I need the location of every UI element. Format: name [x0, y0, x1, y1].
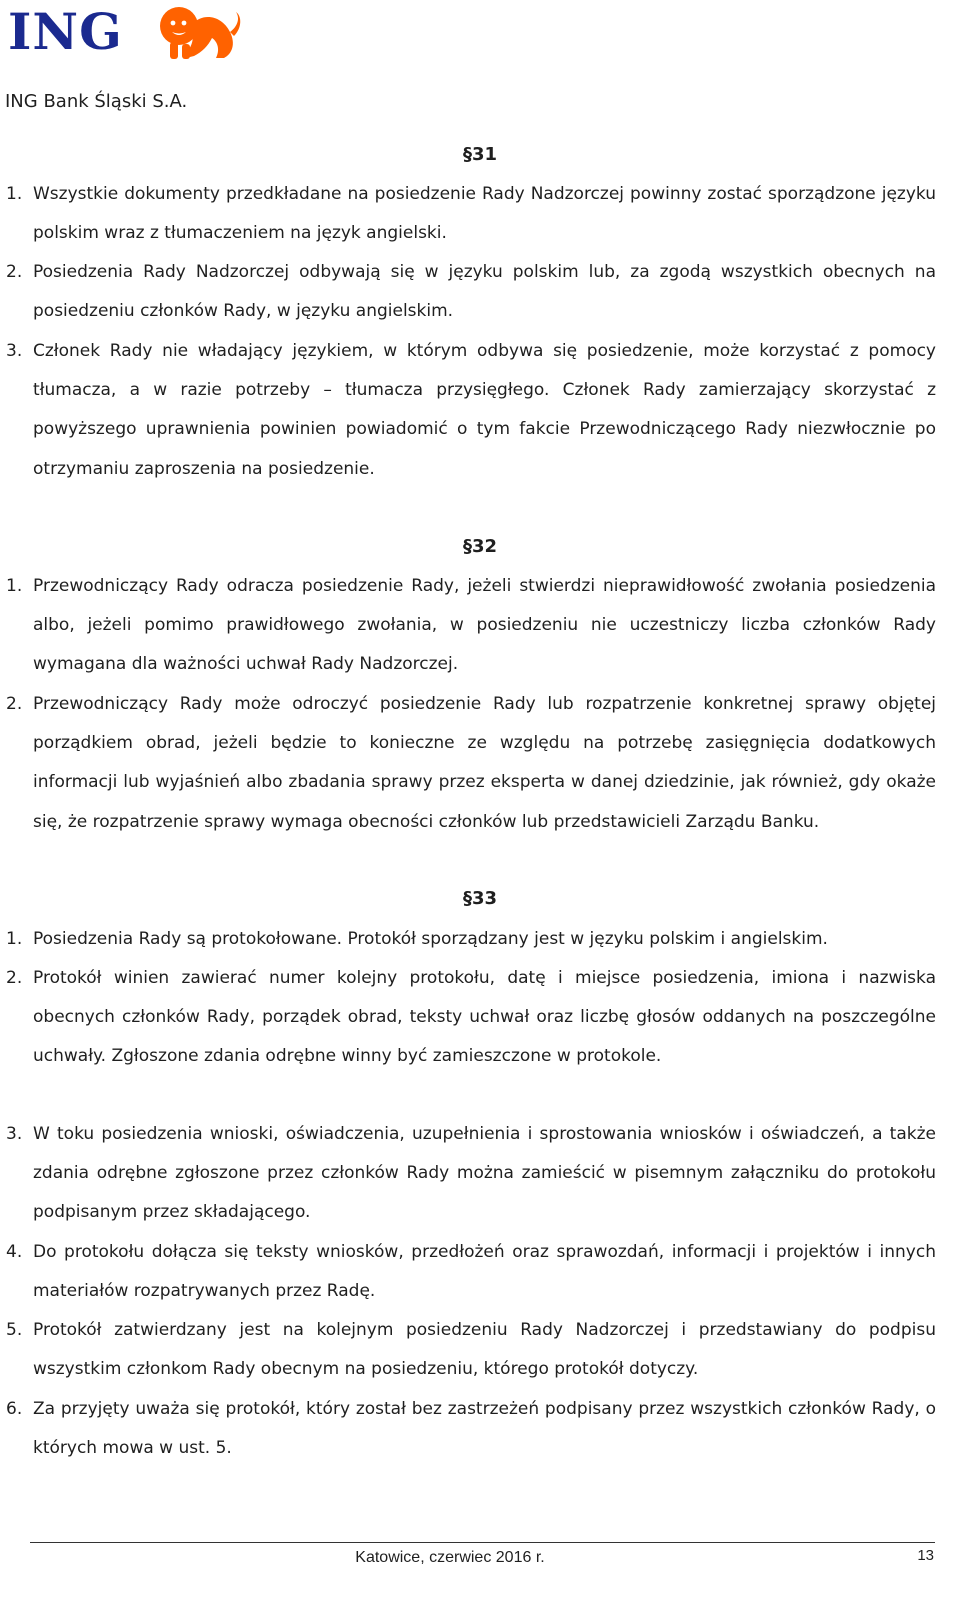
section-33-item-2 — [6, 959, 936, 1077]
section-33-item-4 — [6, 1233, 936, 1311]
item-number: 2. — [6, 968, 23, 988]
item-text: W toku posiedzenia wnioski, oświadczenia, uzupełnienia i sprostowania wniosków i oświadczeń, a także zdania odrębne zgłoszone przez członków Rady można zamieścić w pisemnym załączniku do protokołu podpisanym przez składającego. — [33, 1124, 936, 1223]
section-33-item-1 — [6, 920, 936, 959]
item-number: 2. — [6, 694, 23, 714]
lion-icon — [152, 2, 242, 62]
item-number: 1. — [6, 576, 23, 596]
item-number: 4. — [6, 1242, 23, 1262]
item-number: 3. — [6, 1124, 23, 1144]
footer-place-date: Katowice, czerwiec 2016 r. — [355, 1549, 545, 1566]
item-number: 1. — [6, 184, 23, 204]
section-31-item-3 — [6, 332, 936, 489]
item-number: 6. — [6, 1399, 23, 1419]
section-33-item-6 — [6, 1390, 936, 1468]
item-text: Posiedzenia Rady są protokołowane. Protokół sporządzany jest w języku polskim i angielskim. — [33, 929, 828, 949]
item-text: Członek Rady nie władający językiem, w którym odbywa się posiedzenie, może korzystać z pomocy tłumacza, a w razie potrzeby – tłumacza przysięgłego. Członek Rady zamierzający skorzystać z powyższego uprawnienia powinien powiadomić o tym fakcie Przewodniczącego Rady niezwłocznie po otrzymaniu zaproszenia na posiedzenie. — [33, 341, 936, 479]
section-31-item-1 — [6, 175, 936, 253]
item-text: Protokół zatwierdzany jest na kolejnym posiedzeniu Rady Nadzorczej i przedstawiany do podpisu wszystkim członkom Rady obecnym na posiedzeniu, którego protokół dotyczy. — [33, 1320, 936, 1380]
section-31-title: §31 — [462, 144, 498, 165]
company-name: ING Bank Śląski S.A. — [5, 91, 188, 112]
section-32-item-2 — [6, 685, 936, 842]
item-text: Protokół winien zawierać numer kolejny protokołu, datę i miejsce posiedzenia, imiona i nazwiska obecnych członków Rady, porządek obrad, teksty uchwał oraz liczbę głosów oddanych na poszczególne uchwały. Zgłoszone zdania odrębne winny być zamieszczone w protokole. — [33, 968, 936, 1067]
item-text: Do protokołu dołącza się teksty wniosków, przedłożeń oraz sprawozdań, informacji i projektów i innych materiałów rozpatrywanych przez Radę. — [33, 1242, 936, 1302]
section-33-item-5 — [6, 1311, 936, 1389]
section-33-title: §33 — [462, 888, 498, 909]
item-number: 3. — [6, 341, 23, 361]
item-text: Przewodniczący Rady odracza posiedzenie Rady, jeżeli stwierdzi nieprawidłowość zwołania posiedzenia albo, jeżeli pomimo prawidłowego zwołania, w posiedzeniu nie uczestniczy liczba członków Rady wymagana dla ważności uchwał Rady Nadzorczej. — [33, 576, 936, 675]
item-number: 2. — [6, 262, 23, 282]
item-text: Wszystkie dokumenty przedkładane na posiedzenie Rady Nadzorczej powinny zostać sporządzone języku polskim wraz z tłumaczeniem na język angielski. — [33, 184, 936, 244]
section-32-title: §32 — [462, 536, 498, 557]
item-text: Za przyjęty uważa się protokół, który został bez zastrzeżeń podpisany przez wszystkich członków Rady, o których mowa w ust. 5. — [33, 1399, 936, 1459]
footer-divider — [30, 1542, 935, 1543]
item-text: Posiedzenia Rady Nadzorczej odbywają się w języku polskim lub, za zgodą wszystkich obecnych na posiedzeniu członków Rady, w języku angielskim. — [33, 262, 936, 322]
ing-logo — [8, 2, 240, 62]
logo-wordmark: ING — [8, 2, 123, 61]
section-32-item-1 — [6, 567, 936, 685]
item-number: 1. — [6, 929, 23, 949]
section-33-item-3 — [6, 1115, 936, 1233]
section-31-item-2 — [6, 253, 936, 331]
page-number: 13 — [917, 1547, 934, 1564]
item-number: 5. — [6, 1320, 23, 1340]
item-text: Przewodniczący Rady może odroczyć posiedzenie Rady lub rozpatrzenie konkretnej sprawy objętej porządkiem obrad, jeżeli będzie to konieczne ze względu na potrzebę zasięgnięcia dodatkowych informacji lub wyjaśnień albo zbadania sprawy przez eksperta w danej dziedzinie, jak również, gdy okaże się, że rozpatrzenie sprawy wymaga obecności członków lub przedstawicieli Zarządu Banku. — [33, 694, 936, 832]
